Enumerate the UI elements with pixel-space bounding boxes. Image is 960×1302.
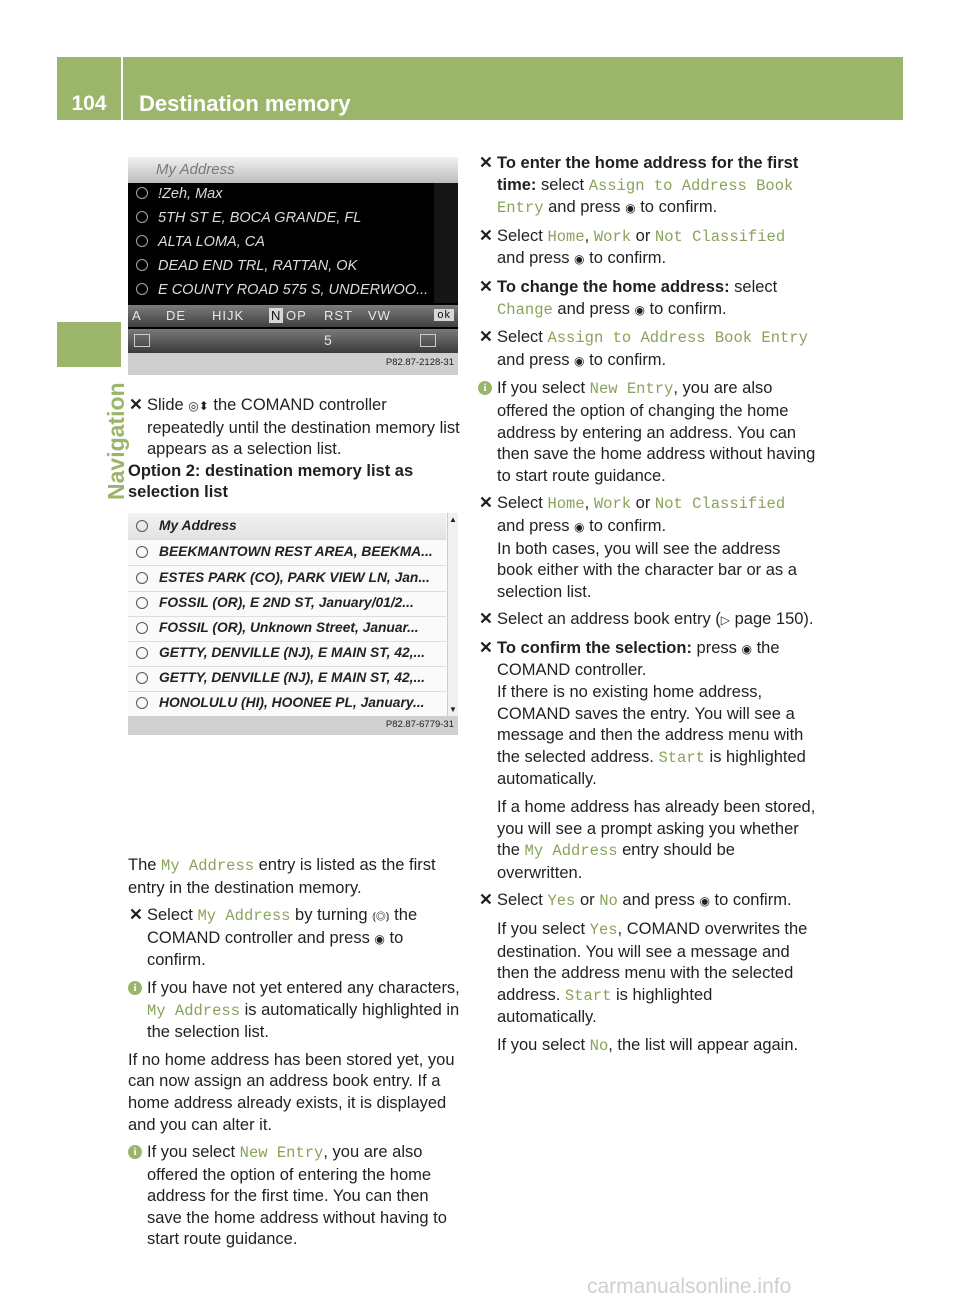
step-arrow-icon: ✕ — [479, 226, 493, 245]
right-column — [478, 153, 816, 1058]
instruction-step: ✕ To enter the home address for the first time: select Assign to Address Book Entry and press ◉ to confirm. — [479, 154, 799, 218]
ok-button: ok — [434, 309, 454, 321]
destination-icon — [136, 259, 148, 271]
controller-press-icon: ◉ — [634, 302, 645, 317]
controller-press-icon: ◉ — [574, 252, 585, 267]
step-arrow-icon: ✕ — [479, 277, 493, 296]
controller-turn-icon: ⦅◎⦆ — [372, 909, 390, 924]
destination-icon — [136, 187, 148, 199]
list-item: GETTY, DENVILLE (NJ), E MAIN ST, 42,... — [128, 665, 446, 692]
input-line: 5 — [128, 329, 458, 353]
instruction-step: ✕ Select Home, Work or Not Classified and press ◉ to confirm. — [479, 226, 786, 268]
section-label: Navigation — [103, 382, 129, 500]
destination-icon — [136, 283, 148, 295]
watermark: carmanualsonline.info — [587, 1275, 792, 1298]
destination-icon — [136, 235, 148, 247]
instruction-step: ✕ Select Home, Work or Not Classified and press ◉ to confirm. In both cases, you will see the address book either with the character bar or as a selection list. — [479, 494, 797, 601]
list-item: DEAD END TRL, RATTAN, OK — [128, 255, 434, 279]
left-column — [128, 389, 463, 1251]
instruction-step: ✕ Select Assign to Address Book Entry and press ◉ to confirm. — [479, 328, 808, 369]
list-item: FOSSIL (OR), E 2ND ST, January/01/2... — [128, 590, 446, 617]
controller-press-icon: ◉ — [574, 353, 585, 368]
page-reference-arrow-icon: ▷ — [720, 613, 731, 628]
paragraph: The My Address entry is listed as the first entry in the destination memory. — [128, 855, 436, 897]
controller-press-icon: ◉ — [625, 201, 636, 216]
instruction-step: ✕ Select an address book entry (▷ page 150). — [478, 609, 816, 632]
scroll-up-icon: ▲ — [449, 515, 457, 524]
list-item: E COUNTY ROAD 575 S, UNDERWOO... — [128, 279, 434, 303]
info-note: i If you select New Entry, you are also offered the option of entering the home address for the first time. You can then save the home address without having to start route guidance. — [128, 1142, 463, 1251]
section-tab-block — [57, 322, 121, 367]
page-title: Destination memory — [139, 91, 351, 116]
step-arrow-icon: ✕ — [129, 906, 143, 925]
screen-header: My Address — [128, 157, 458, 183]
list-item: BEEKMANTOWN REST AREA, BEEKMA... — [128, 539, 446, 566]
option-heading: Option 2: destination memory list as selection list — [128, 461, 414, 502]
character-bar: A DE HIJK N OP RST VW ok — [128, 305, 458, 327]
scroll-down-icon: ▼ — [449, 705, 457, 714]
instruction-step: ✕ Select Yes or No and press ◉ to confirm. If you select Yes, COMAND overwrites the destination. You will see a message and then the address menu with the selected address. Start is highlighted automatically. If you select No, the list will appear again. — [479, 891, 808, 1055]
info-note: i If you select New Entry, you are also offered the option of changing the home address by entering an address. You can then save the home address without having to start route guidance. — [478, 378, 816, 487]
image-code-strip: P82.87-6779-31 — [128, 716, 458, 735]
controller-slide-icon: ◎⬍ — [188, 399, 209, 413]
page-number: 104 — [71, 92, 107, 115]
instruction-step: ✕ Slide ◎⬍ the COMAND controller repeatedly until the destination memory list appears as a selection list. — [129, 396, 460, 459]
image-code-strip: P82.87-2128-31 — [128, 353, 458, 375]
list-item: GETTY, DENVILLE (NJ), E MAIN ST, 42,... — [128, 640, 446, 667]
step-arrow-icon: ✕ — [479, 328, 493, 347]
controller-press-icon: ◉ — [374, 931, 385, 946]
scrollbar — [434, 183, 458, 303]
instruction-step: ✕ To change the home address: select Change and press ◉ to confirm. — [479, 277, 778, 319]
comand-screen-character-bar — [128, 157, 458, 375]
info-icon: i — [128, 981, 142, 995]
step-arrow-icon: ✕ — [479, 154, 493, 172]
instruction-step: ✕ Select My Address by turning ⦅◎⦆ the COMAND controller and press ◉ to confirm. — [129, 906, 418, 970]
info-icon: i — [128, 1145, 142, 1159]
selected-character: N — [271, 308, 282, 323]
controller-press-icon: ◉ — [741, 641, 752, 656]
step-arrow-icon: ✕ — [479, 638, 493, 657]
step-arrow-icon: ✕ — [479, 891, 493, 910]
step-arrow-icon: ✕ — [479, 494, 493, 513]
list-item: 5TH ST E, BOCA GRANDE, FL — [128, 207, 434, 231]
step-arrow-icon: ✕ — [479, 610, 493, 629]
header-divider — [121, 57, 123, 120]
list-item: !Zeh, Max — [128, 183, 434, 207]
list-item: My Address — [128, 513, 446, 540]
controller-press-icon: ◉ — [699, 894, 710, 909]
info-icon: i — [478, 381, 492, 395]
step-arrow-icon: ✕ — [129, 396, 143, 414]
list-item: FOSSIL (OR), Unknown Street, Januar... — [128, 615, 446, 642]
destination-icon — [136, 211, 148, 223]
more-icon — [420, 334, 436, 347]
info-note: i If you have not yet entered any characters, My Address is automatically highlighted in the selection list. — [128, 978, 463, 1044]
list-item: ESTES PARK (CO), PARK VIEW LN, Jan... — [128, 565, 446, 592]
list-item: HONOLULU (HI), HOONEE PL, January... — [128, 690, 446, 717]
instruction-step: ✕ To confirm the selection: press ◉ the COMAND controller. If there is no existing home address, COMAND saves the entry. You will see a message and then the address menu with the selected address. Start is highlighted automatically. If a home address has already been stored, you will see a prompt asking you whether the My Address entry should be overwritten. — [479, 638, 816, 882]
list-item: ALTA LOMA, CA — [128, 231, 434, 255]
controller-press-icon: ◉ — [574, 519, 585, 534]
paragraph: If no home address has been stored yet, you can now assign an address book entry. If a home address already exists, it is displayed and you can alter it. — [128, 1050, 455, 1134]
list-icon — [134, 334, 150, 347]
